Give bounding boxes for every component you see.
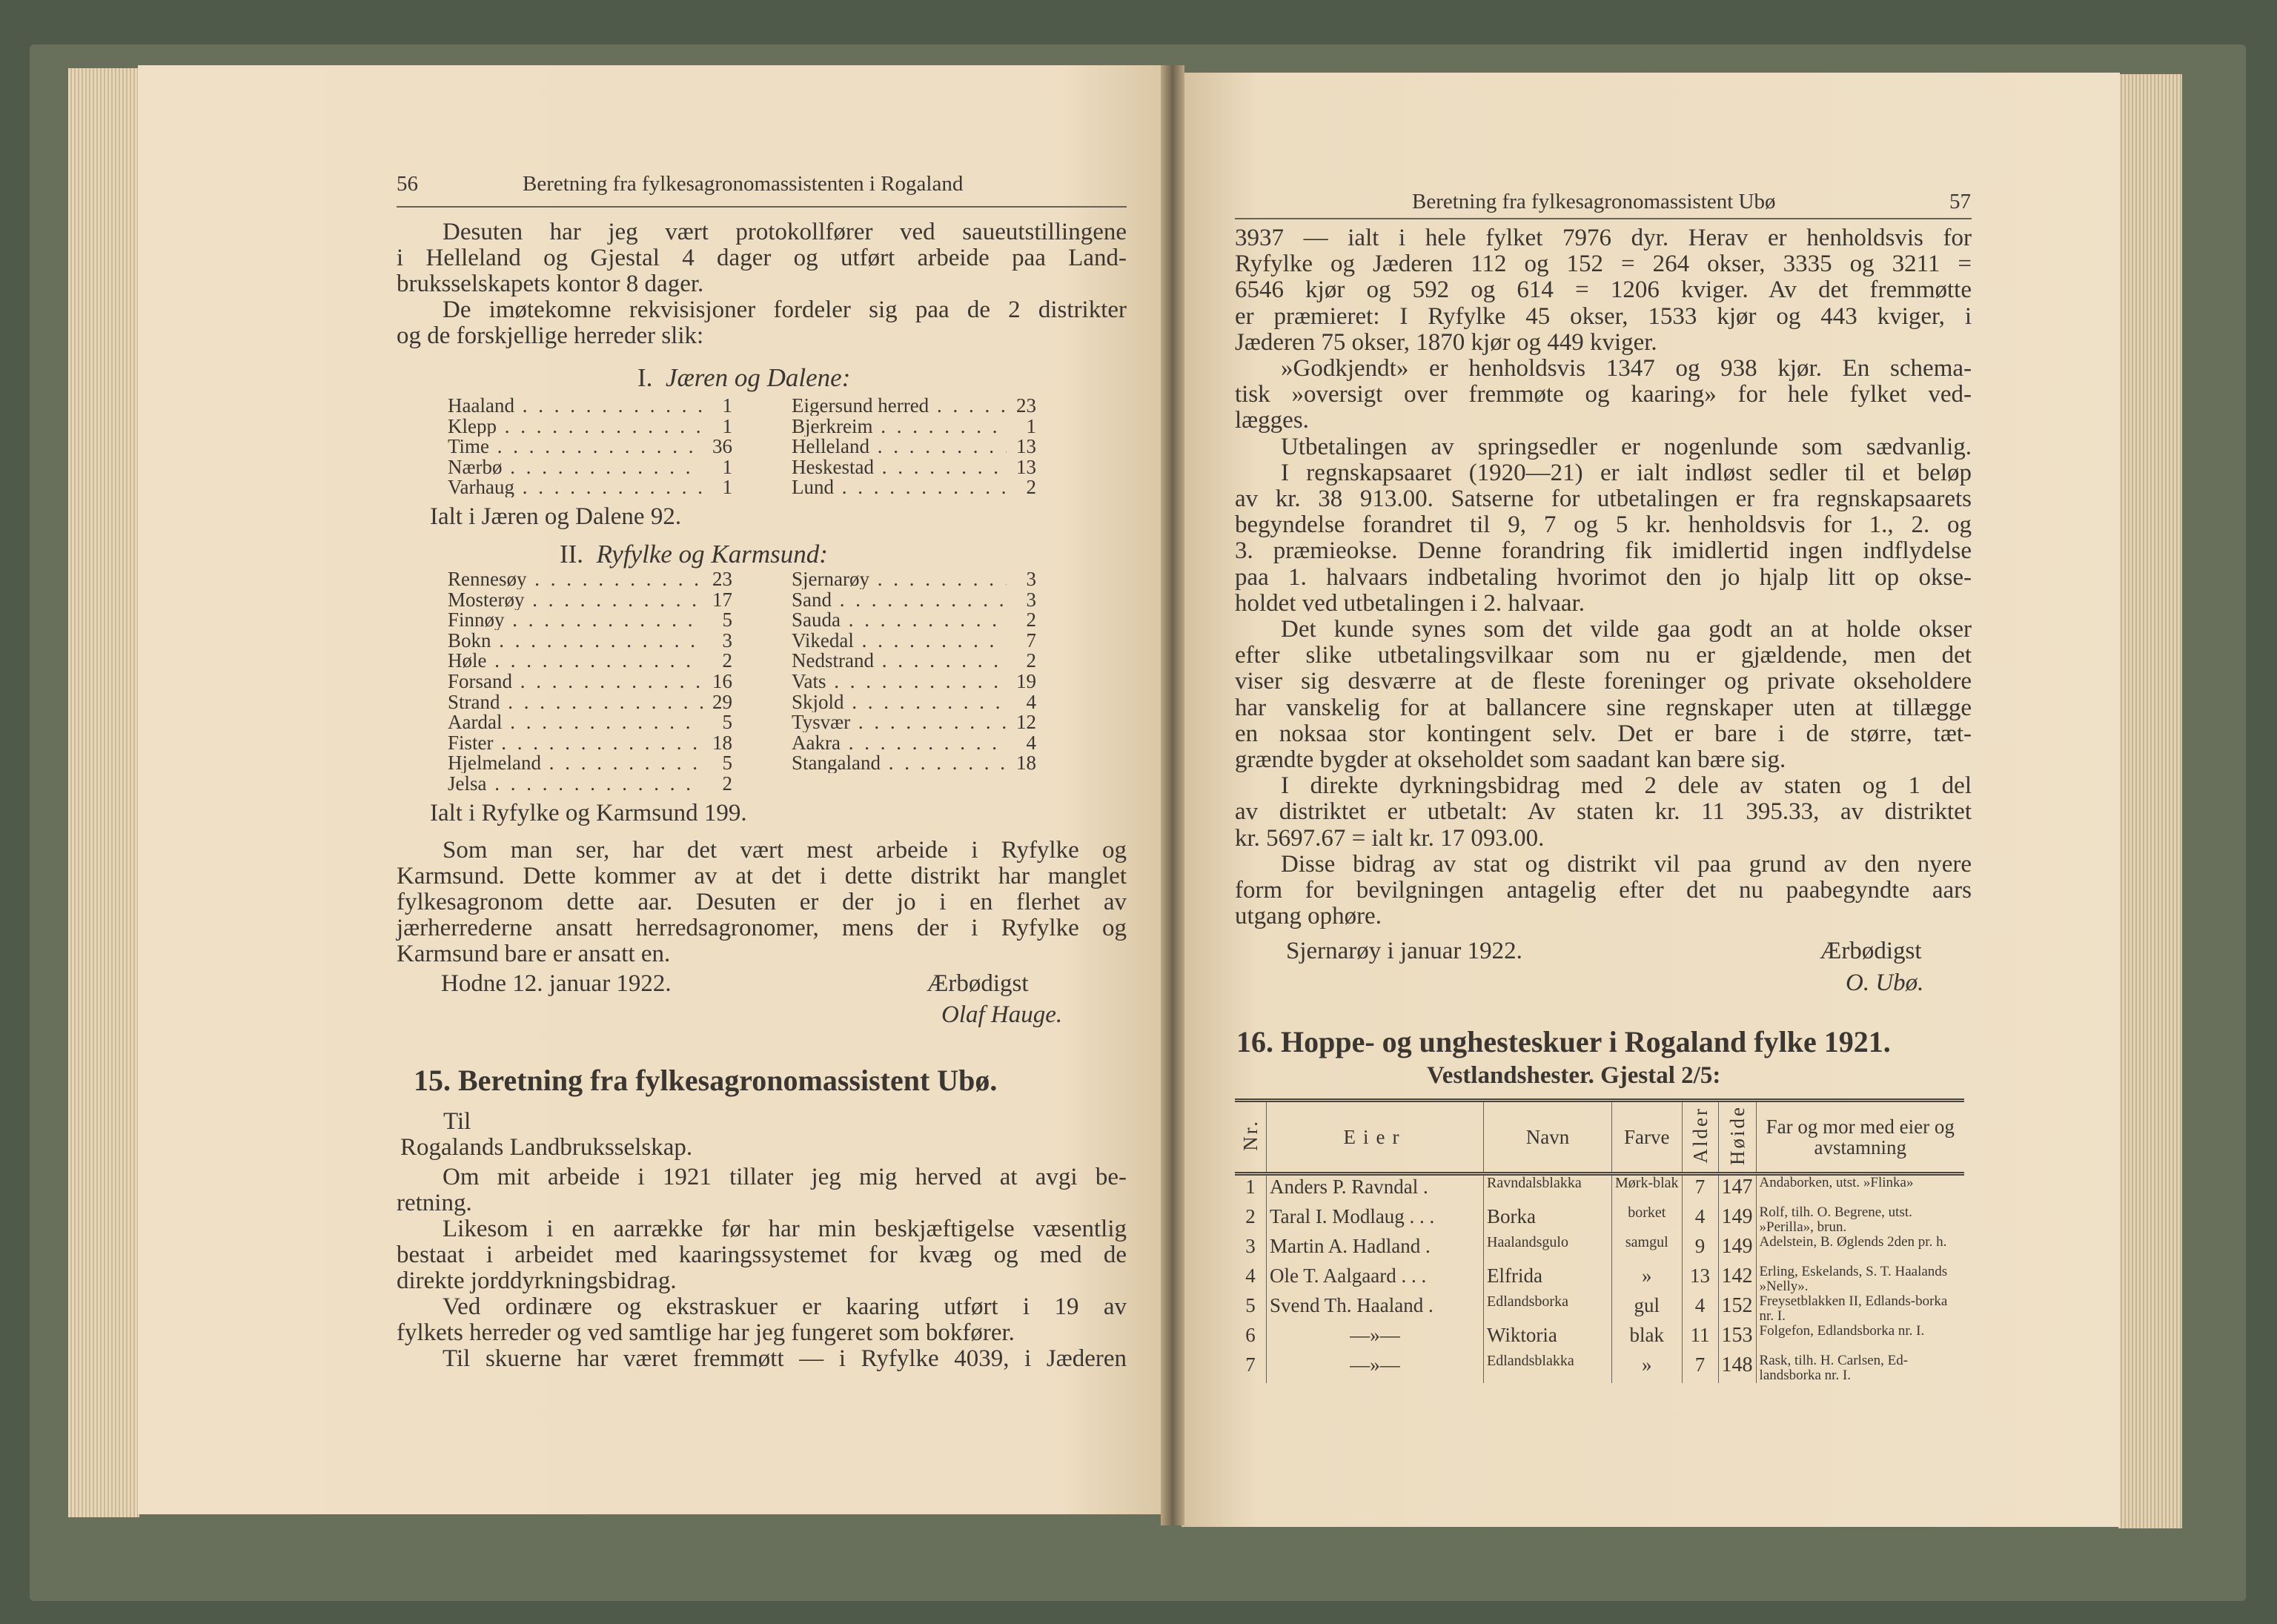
cell-color: Mørk-blak: [1612, 1174, 1683, 1206]
cell-height: 149: [1718, 1235, 1756, 1265]
cell-horse-name: Edlandsborka: [1484, 1294, 1612, 1324]
signature-right: O. Ubø.: [1846, 970, 1924, 996]
district-name: Høle . . .: [448, 651, 703, 671]
cell-owner: Martin A. Hadland .: [1267, 1235, 1484, 1265]
table-row: [1235, 1265, 1964, 1294]
list-item: [792, 672, 1036, 692]
district-count: 5: [722, 752, 732, 775]
text-line: 6546 kjør og 592 og 614 = 1206 kviger. Av det fremmøtte: [1235, 276, 1972, 304]
cell-color: gul: [1612, 1294, 1683, 1324]
district-count: 17: [712, 588, 732, 611]
district-total-1: Ialt i Jæren og Dalene 92.: [430, 503, 682, 530]
district-name: Sauda . . .: [792, 610, 1007, 630]
list-item: [792, 477, 1036, 497]
list-item: [448, 651, 732, 671]
table-row: [1235, 1353, 1964, 1383]
text-line: 3937 — ialt i hele fylket 7976 dyr. Herav er henholdsvis for: [1235, 225, 1972, 251]
district-name: Eigersund herred . . .: [792, 396, 1007, 416]
cell-pedigree: Rolf, tilh. O. Begrene, utst. »Perilla», brun.: [1759, 1204, 1912, 1235]
cell-height: 148: [1718, 1353, 1756, 1383]
district-count: 3: [722, 629, 732, 652]
col-header-nr: Nr.: [1239, 1119, 1262, 1151]
text-line: Ved ordinære og ekstraskuer er kaaring utført i 19 av: [443, 1293, 1127, 1320]
list-item: [792, 712, 1036, 732]
text-line: Karmsund. Dette kommer av at det i dette distrikt har manglet: [397, 863, 1127, 889]
list-item: [448, 477, 732, 497]
cell-height: 149: [1718, 1205, 1756, 1235]
district-count: 13: [1016, 455, 1036, 478]
district-total-2: Ialt i Ryfylke og Karmsund 199.: [430, 800, 747, 826]
text-line: efter slike utbetalingsvilkaar som nu er gjældende, men det: [1235, 642, 1972, 669]
district-name: Rennesøy . . .: [448, 569, 703, 589]
text-line: bruksselskapets kontor 8 dager.: [397, 271, 704, 297]
cell-row-nr: 6: [1235, 1324, 1267, 1353]
cell-owner: Anders P. Ravndal .: [1267, 1174, 1484, 1206]
cell-row-nr: 3: [1235, 1235, 1267, 1265]
district-count: 2: [722, 772, 732, 795]
district-count: 4: [1026, 731, 1036, 754]
cell-age: 11: [1682, 1324, 1718, 1353]
list-item: [792, 457, 1036, 477]
list-item: [448, 569, 732, 589]
recipient: Rogalands Landbruksselskap.: [400, 1134, 693, 1161]
district-name: Klepp . . .: [448, 417, 703, 437]
page-edges-right: [2118, 74, 2182, 1528]
text-line: fylkesagronom dette aar. Desuten er der jo i en flerhet av: [397, 889, 1127, 915]
running-title-right: Beretning fra fylkesagronomassistent Ubø: [1412, 190, 1776, 213]
district-name: Lund . . .: [792, 477, 1007, 497]
district-count: 1: [722, 476, 732, 499]
district-name: Varhaug . . .: [448, 477, 703, 497]
district-count: 36: [712, 435, 732, 458]
table-header-row: [1235, 1101, 1964, 1174]
text-line: av distriktet er utbetalt: Av staten kr. 11 395.33, av distriktet: [1235, 798, 1972, 826]
cell-height: 153: [1718, 1324, 1756, 1353]
list-item: [792, 569, 1036, 589]
text-line: retning.: [397, 1190, 472, 1216]
cell-owner: Ole T. Aalgaard . . .: [1267, 1265, 1484, 1294]
cell-horse-name: Borka: [1484, 1205, 1612, 1235]
district-heading-2: II. Ryfylke og Karmsund:: [560, 540, 828, 569]
text-line: De imøtekomne rekvisisjoner fordeler sig paa de 2 distrikter: [443, 296, 1127, 323]
text-line: Jæderen 75 okser, 1870 kjør og 449 kviger.: [1235, 328, 1657, 356]
district-count: 1: [722, 414, 732, 437]
text-line: har vanskelig for at ballancere sine regnskaper uten at tillægge: [1235, 694, 1972, 721]
district-name: Aardal . . .: [448, 712, 703, 732]
text-line: I direkte dyrkningsbidrag med 2 dele av staten og 1 del: [1281, 772, 1972, 800]
list-item: [448, 414, 732, 437]
table-row: [1235, 1205, 1964, 1235]
district-count: 4: [1026, 690, 1036, 713]
col-header-farve: Farve: [1612, 1101, 1683, 1174]
district-count: 5: [722, 711, 732, 734]
district-name: Sjernarøy . . .: [792, 569, 1007, 589]
district-name: Haaland . . .: [448, 396, 703, 416]
list-item: [448, 692, 732, 712]
district-count: 3: [1026, 568, 1036, 590]
district-name: Bjerkreim . . .: [792, 417, 1007, 437]
text-line: begyndelse forandret til 9, 7 og 5 kr. henholdsvis for 1., 2. og: [1235, 511, 1972, 539]
cell-row-nr: 2: [1235, 1205, 1267, 1235]
district-count: 16: [712, 670, 732, 692]
district-count: 23: [712, 568, 732, 590]
district-count: 19: [1016, 670, 1036, 692]
district-name: Hjelmeland . . .: [448, 753, 703, 773]
cell-pedigree: Erling, Eskelands, S. T. Haalands »Nelly».: [1759, 1264, 1948, 1294]
district-name: Aakra . . .: [792, 733, 1007, 753]
cell-horse-name: Wiktoria: [1484, 1324, 1612, 1353]
table-row: [1235, 1324, 1964, 1353]
list-item: [448, 753, 732, 773]
district-count: 2: [1026, 649, 1036, 672]
text-line: er præmieret: I Ryfylke 45 okser, 1533 kjør og 443 kviger, i: [1235, 302, 1972, 330]
list-item: [448, 712, 732, 732]
district-name: Jelsa . . .: [448, 774, 703, 794]
text-line: utgang ophøre.: [1235, 903, 1382, 930]
cell-pedigree: Andaborken, utst. »Flinka»: [1759, 1175, 1914, 1190]
text-line: en noksaa stor kontingent selv. Det er bare i de større, tæt-: [1235, 720, 1972, 747]
cell-row-nr: 5: [1235, 1294, 1267, 1324]
text-line: og de forskjellige herreder slik:: [397, 322, 704, 349]
cell-owner: Taral I. Modlaug . . .: [1267, 1205, 1484, 1235]
text-line: kr. 5697.67 = ialt kr. 17 093.00.: [1235, 824, 1545, 852]
text-line: form for bevilgningen antagelig efter det nu paabegyndte aars: [1235, 877, 1972, 904]
text-line: av kr. 38 913.00. Satserne for utbetalingen er fra regnskapsaarets: [1235, 485, 1972, 512]
book-gutter: [1161, 65, 1184, 1525]
cell-owner: Svend Th. Haaland .: [1267, 1294, 1484, 1324]
district-name: Mosterøy . . .: [448, 590, 703, 610]
list-item: [448, 396, 732, 416]
salutation-to: Til: [443, 1108, 471, 1135]
cell-owner: —»—: [1267, 1324, 1484, 1353]
page-number-right: 57: [1949, 190, 1971, 213]
district-count: 13: [1016, 435, 1036, 458]
cell-row-nr: 1: [1235, 1174, 1267, 1206]
signature-left: Olaf Hauge.: [941, 1001, 1063, 1028]
list-item: [448, 733, 732, 753]
district-name: Sand . . .: [792, 590, 1007, 610]
cell-color: »: [1612, 1265, 1683, 1294]
district-name: Vikedal . . .: [792, 631, 1007, 651]
text-line: Ryfylke og Jæderen 112 og 152 = 264 okser, 3335 og 3211 =: [1235, 251, 1972, 278]
district-name: Tysvær . . .: [792, 712, 1007, 732]
district-count: 5: [722, 609, 732, 632]
cell-age: 4: [1682, 1294, 1718, 1324]
list-item: [792, 610, 1036, 630]
list-item: [448, 437, 732, 457]
text-line: jærherrederne ansatt herredsagronomer, mens der i Ryfylke og: [397, 915, 1127, 941]
text-line: 3. præmieokse. Denne forandring fik imidlertid ingen indflydelse: [1235, 537, 1972, 565]
district-count: 2: [722, 649, 732, 672]
text-line: Det kunde synes som det vilde gaa godt an at holde okser: [1281, 616, 1972, 643]
page-number-left: 56: [397, 172, 418, 196]
closing-left: Ærbødigst: [927, 970, 1029, 997]
text-line: tisk »oversigt over fremmøte og kaaring» for hele fylket ved-: [1235, 381, 1972, 408]
text-line: lægges.: [1235, 407, 1309, 434]
col-header-alder: Alder: [1688, 1107, 1711, 1164]
district-count: 7: [1026, 629, 1036, 652]
cell-pedigree: Folgefon, Edlandsborka nr. I.: [1759, 1323, 1925, 1339]
district-count: 1: [1026, 414, 1036, 437]
list-item: [792, 414, 1036, 437]
list-item: [448, 610, 732, 630]
col-header-eier: Eier: [1267, 1101, 1484, 1174]
text-line: paa 1. halvaars indbetaling hvorimot den jo hjalp litt op okse-: [1235, 563, 1972, 591]
list-item: [792, 692, 1036, 712]
cell-owner: —»—: [1267, 1353, 1484, 1383]
text-line: »Godkjendt» er henholdsvis 1347 og 938 kjør. En schema-: [1281, 355, 1972, 382]
cell-age: 13: [1682, 1265, 1718, 1294]
list-item: [448, 774, 732, 794]
text-line: Desuten har jeg vært protokollfører ved saueutstillingene: [443, 219, 1127, 245]
cell-color: »: [1612, 1353, 1683, 1383]
cell-pedigree: Adelstein, B. Øglends 2den pr. h.: [1759, 1234, 1947, 1250]
district-count: 1: [722, 455, 732, 478]
district-name: Vats . . .: [792, 672, 1007, 692]
horse-table: [1235, 1098, 1964, 1383]
table-row: [1235, 1235, 1964, 1265]
header-rule-left: [397, 206, 1127, 208]
place-date-right: Sjernarøy i januar 1922.: [1286, 938, 1522, 964]
text-line: Disse bidrag av stat og distrikt vil paa grund av den nyere: [1281, 850, 1972, 878]
list-item: [792, 733, 1036, 753]
district-name: Heskestad . . .: [792, 457, 1007, 477]
text-line: Som man ser, har det vært mest arbeide i Ryfylke og: [443, 837, 1127, 864]
district-count: 2: [1026, 476, 1036, 499]
cell-age: 7: [1682, 1174, 1718, 1206]
text-line: bestaat i arbeidet med kaaringssystemet for kvæg og med de: [397, 1242, 1127, 1268]
text-line: Karmsund bare er ansatt en.: [397, 941, 671, 967]
closing-right: Ærbødigst: [1820, 938, 1922, 964]
cell-height: 147: [1718, 1174, 1756, 1206]
place-date-left: Hodne 12. januar 1922.: [441, 970, 672, 997]
list-item: [792, 437, 1036, 457]
cell-age: 9: [1682, 1235, 1718, 1265]
col-header-navn: Navn: [1484, 1101, 1612, 1174]
district-count: 23: [1016, 394, 1036, 417]
list-item: [448, 672, 732, 692]
cell-horse-name: Ravndalsblakka: [1484, 1174, 1612, 1206]
list-item: [448, 457, 732, 477]
cell-pedigree: Freysetblakken II, Edlands-borka nr. I.: [1759, 1293, 1948, 1324]
district-count: 1: [722, 394, 732, 417]
table-subheading: Vestlandshester. Gjestal 2/5:: [1427, 1062, 1721, 1089]
text-line: Om mit arbeide i 1921 tillater jeg mig herved at avgi be-: [443, 1164, 1127, 1190]
list-item: [448, 590, 732, 610]
district-name: Bokn . . .: [448, 631, 703, 651]
district-name: Helleland . . .: [792, 437, 1007, 457]
district-count: 3: [1026, 588, 1036, 611]
text-line: Likesom i en aarrække før har min beskjæftigelse væsentlig: [443, 1216, 1127, 1242]
text-line: viser sig desværre at de fleste foreninger og private okseholdere: [1235, 668, 1972, 695]
district-count: 18: [1016, 752, 1036, 775]
district-count: 18: [712, 731, 732, 754]
page-edges-left: [68, 68, 139, 1517]
cell-row-nr: 7: [1235, 1353, 1267, 1383]
cell-row-nr: 4: [1235, 1265, 1267, 1294]
district-name: Nærbø . . .: [448, 457, 703, 477]
text-line: holdet ved utbetalingen i 2. halvaar.: [1235, 589, 1585, 617]
list-item: [448, 631, 732, 651]
district-name: Time . . .: [448, 437, 703, 457]
table-row: [1235, 1174, 1964, 1206]
table-row: [1235, 1294, 1964, 1324]
text-line: Utbetalingen av springsedler er nogenlunde som sædvanlig.: [1281, 433, 1972, 460]
cell-height: 142: [1718, 1265, 1756, 1294]
district-name: Nedstrand . . .: [792, 651, 1007, 671]
cell-color: blak: [1612, 1324, 1683, 1353]
text-line: i Helleland og Gjestal 4 dager og utført arbeide paa Land-: [397, 245, 1127, 271]
district-name: Stangaland . . .: [792, 753, 1007, 773]
text-line: direkte jorddyrkningsbidrag.: [397, 1267, 677, 1294]
text-line: I regnskapsaaret (1920—21) er ialt indløst sedler til et beløp: [1281, 459, 1972, 486]
cell-age: 7: [1682, 1353, 1718, 1383]
list-item: [792, 651, 1036, 671]
list-item: [792, 631, 1036, 651]
cell-horse-name: Edlandsblakka: [1484, 1353, 1612, 1383]
text-line: fylkets herreder og ved samtlige har jeg fungeret som bokfører.: [397, 1319, 1015, 1346]
col-header-hoide: Høide: [1726, 1105, 1749, 1165]
cell-horse-name: Haalandsgulo: [1484, 1235, 1612, 1265]
district-heading-1: I. Jæren og Dalene:: [637, 363, 851, 392]
district-name: Finnøy . . .: [448, 610, 703, 630]
col-header-avstamning: Far og mor med eier og avstamning: [1756, 1101, 1964, 1174]
district-name: Strand . . .: [448, 692, 703, 712]
list-item: [792, 396, 1036, 416]
district-count: 29: [712, 690, 732, 713]
section-heading-15: 15. Beretning fra fylkesagronomassistent Ubø.: [414, 1064, 998, 1097]
district-count: 2: [1026, 609, 1036, 632]
cell-height: 152: [1718, 1294, 1756, 1324]
list-item: [792, 590, 1036, 610]
cell-color: samgul: [1612, 1235, 1683, 1265]
district-name: Fister . . .: [448, 733, 703, 753]
text-line: grændte bygder at okseholdet som saadant kan bære sig.: [1235, 746, 1786, 773]
district-name: Skjold . . .: [792, 692, 1007, 712]
running-title-left: Beretning fra fylkesagronomassistenten i Rogaland: [523, 172, 964, 196]
cell-age: 4: [1682, 1205, 1718, 1235]
district-count: 12: [1016, 711, 1036, 734]
cell-horse-name: Elfrida: [1484, 1265, 1612, 1294]
section-heading-16: 16. Hoppe- og unghesteskuer i Rogaland fylke 1921.: [1236, 1025, 1891, 1058]
header-rule-right: [1235, 218, 1972, 219]
list-item: [792, 753, 1036, 773]
district-name: Forsand . . .: [448, 672, 703, 692]
text-line: Til skuerne har været fremmøtt — i Ryfylke 4039, i Jæderen: [443, 1345, 1127, 1372]
cell-pedigree: Rask, tilh. H. Carlsen, Ed-landsborka nr. I.: [1759, 1353, 1909, 1383]
cell-color: borket: [1612, 1205, 1683, 1235]
